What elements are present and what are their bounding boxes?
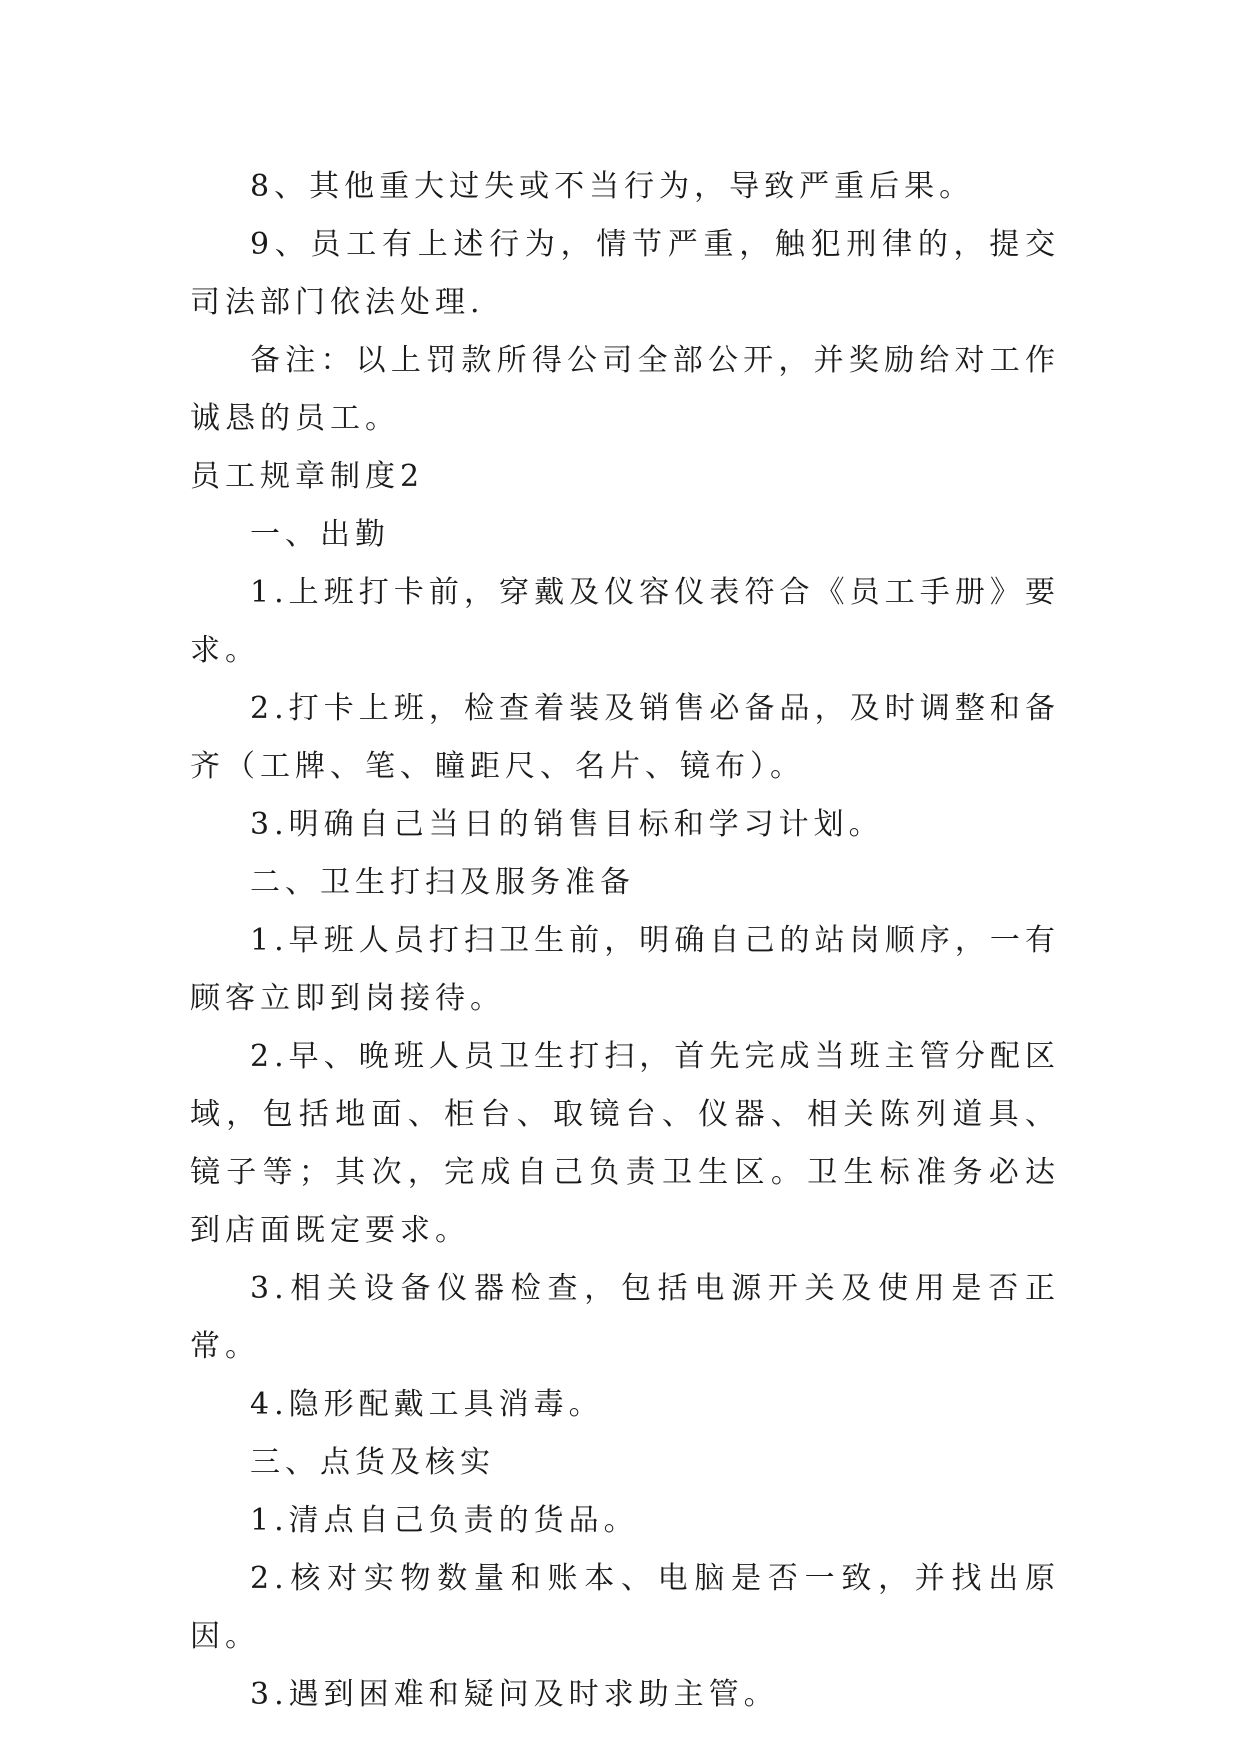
attendance-item-3: 3.明确自己当日的销售目标和学习计划。 bbox=[250, 807, 884, 842]
section-title: 员工规章制度2 bbox=[190, 459, 425, 494]
inventory-item-1: 1.清点自己负责的货品。 bbox=[250, 1503, 639, 1538]
attendance-item-1: 1.上班打卡前，穿戴及仪容仪表符合《员工手册》要求。 bbox=[190, 575, 1060, 668]
subheading-attendance: 一、出勤 bbox=[250, 517, 390, 552]
document-body bbox=[190, 158, 1060, 1724]
subheading-inventory: 三、点货及核实 bbox=[250, 1445, 495, 1480]
paragraph-item-9: 9、员工有上述行为，情节严重，触犯刑律的，提交司法部门依法处理. bbox=[190, 227, 1060, 320]
subheading-cleaning: 二、卫生打扫及服务准备 bbox=[250, 865, 635, 900]
cleaning-item-3: 3.相关设备仪器检查，包括电源开关及使用是否正常。 bbox=[190, 1271, 1060, 1364]
inventory-item-3: 3.遇到困难和疑问及时求助主管。 bbox=[250, 1677, 779, 1712]
cleaning-item-2: 2.早、晚班人员卫生打扫，首先完成当班主管分配区域，包括地面、柜台、取镜台、仪器、相关陈列道具、镜子等；其次，完成自己负责卫生区。卫生标准务必达到店面既定要求。 bbox=[190, 1039, 1060, 1248]
inventory-item-2: 2.核对实物数量和账本、电脑是否一致，并找出原因。 bbox=[190, 1561, 1060, 1654]
remark-paragraph: 备注：以上罚款所得公司全部公开，并奖励给对工作诚恳的员工。 bbox=[190, 343, 1060, 436]
paragraph-item-8: 8、其他重大过失或不当行为，导致严重后果。 bbox=[250, 169, 975, 204]
cleaning-item-4: 4.隐形配戴工具消毒。 bbox=[250, 1387, 604, 1422]
cleaning-item-1: 1.早班人员打扫卫生前，明确自己的站岗顺序，一有顾客立即到岗接待。 bbox=[190, 923, 1060, 1016]
attendance-item-2: 2.打卡上班，检查着装及销售必备品，及时调整和备齐（工牌、笔、瞳距尺、名片、镜布）。 bbox=[190, 691, 1060, 784]
